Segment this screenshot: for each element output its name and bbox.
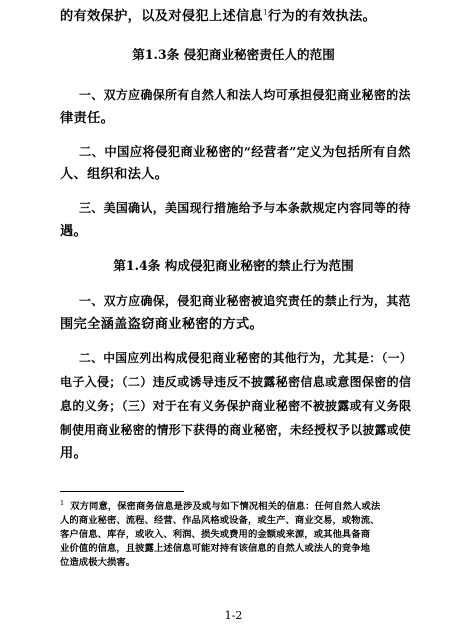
footnote-line-4: 业价值的信息，且披露上述信息可能对持有该信息的自然人或法人的竞争地 xyxy=(60,543,371,554)
article-1-3-item-1-line-2: 律责任。 xyxy=(60,111,115,126)
page-number: 1-2 xyxy=(224,609,243,622)
footnote-reference[interactable]: 1 xyxy=(263,8,268,17)
article-1-4-item-1-line-1: 一、双方应确保，侵犯商业秘密被追究责任的禁止行为，其范 xyxy=(79,294,411,308)
article-1-4-heading: 第1.4条 构成侵犯商业秘密的禁止行为范围 xyxy=(113,258,354,273)
footnote-text-1: 双方同意，保密商务信息是涉及或与如下情况相关的信息：任何自然人或法 xyxy=(70,501,381,512)
intro-text-before: 的有效保护，以及对侵犯上述信息 xyxy=(60,9,264,24)
article-1-4-item-2-line-3: 息的义务；（三）对于在有义务保护商业秘密不被披露或有义务限 xyxy=(60,399,412,413)
footnote-line-1 xyxy=(60,500,380,513)
footnote-separator xyxy=(60,491,184,492)
footnote-mark: 1 xyxy=(60,498,65,507)
footnote-line-3: 客户信息、库存，或收入、利润、损失或费用的金额或来源，或其他具备商 xyxy=(60,529,371,540)
article-1-3-item-3-line-2: 遇。 xyxy=(60,224,88,239)
footnote-line-5: 位造成极大损害。 xyxy=(60,557,136,568)
article-1-3-item-3-line-1: 三、美国确认，美国现行措施给予与本条款规定内容同等的待 xyxy=(79,201,411,215)
article-1-4-item-1-line-2: 围完全涵盖盗窃商业秘密的方式。 xyxy=(60,317,264,332)
article-1-4-item-2-line-1: 二、中国应列出构成侵犯商业秘密的其他行为，尤其是：（一） xyxy=(79,351,412,365)
article-1-3-item-2-line-2: 人、组织和法人。 xyxy=(60,167,169,182)
article-1-3-heading: 第1.3条 侵犯商业秘密责任人的范围 xyxy=(132,47,335,62)
article-1-3-item-1-line-1: 一、双方应确保所有自然人和法人均可承担侵犯商业秘密的法 xyxy=(79,88,411,102)
intro-line xyxy=(60,8,376,26)
article-1-3-item-2-line-1: 二、中国应将侵犯商业秘密的“经营者”定义为包括所有自然 xyxy=(79,144,411,159)
footnote-line-2: 人的商业秘密、流程、经营、作品风格或设备，或生产、商业交易，或物流、 xyxy=(60,515,380,526)
article-1-4-item-2-line-5: 用。 xyxy=(60,446,88,461)
article-1-4-item-2-line-2: 电子入侵；（二）违反或诱导违反不披露秘密信息或意图保密的信 xyxy=(60,375,412,389)
article-1-4-item-2-line-4: 制使用商业秘密的情形下获得的商业秘密，未经授权予以披露或使 xyxy=(60,423,411,437)
intro-text-after: 行为的有效执法。 xyxy=(267,9,377,24)
